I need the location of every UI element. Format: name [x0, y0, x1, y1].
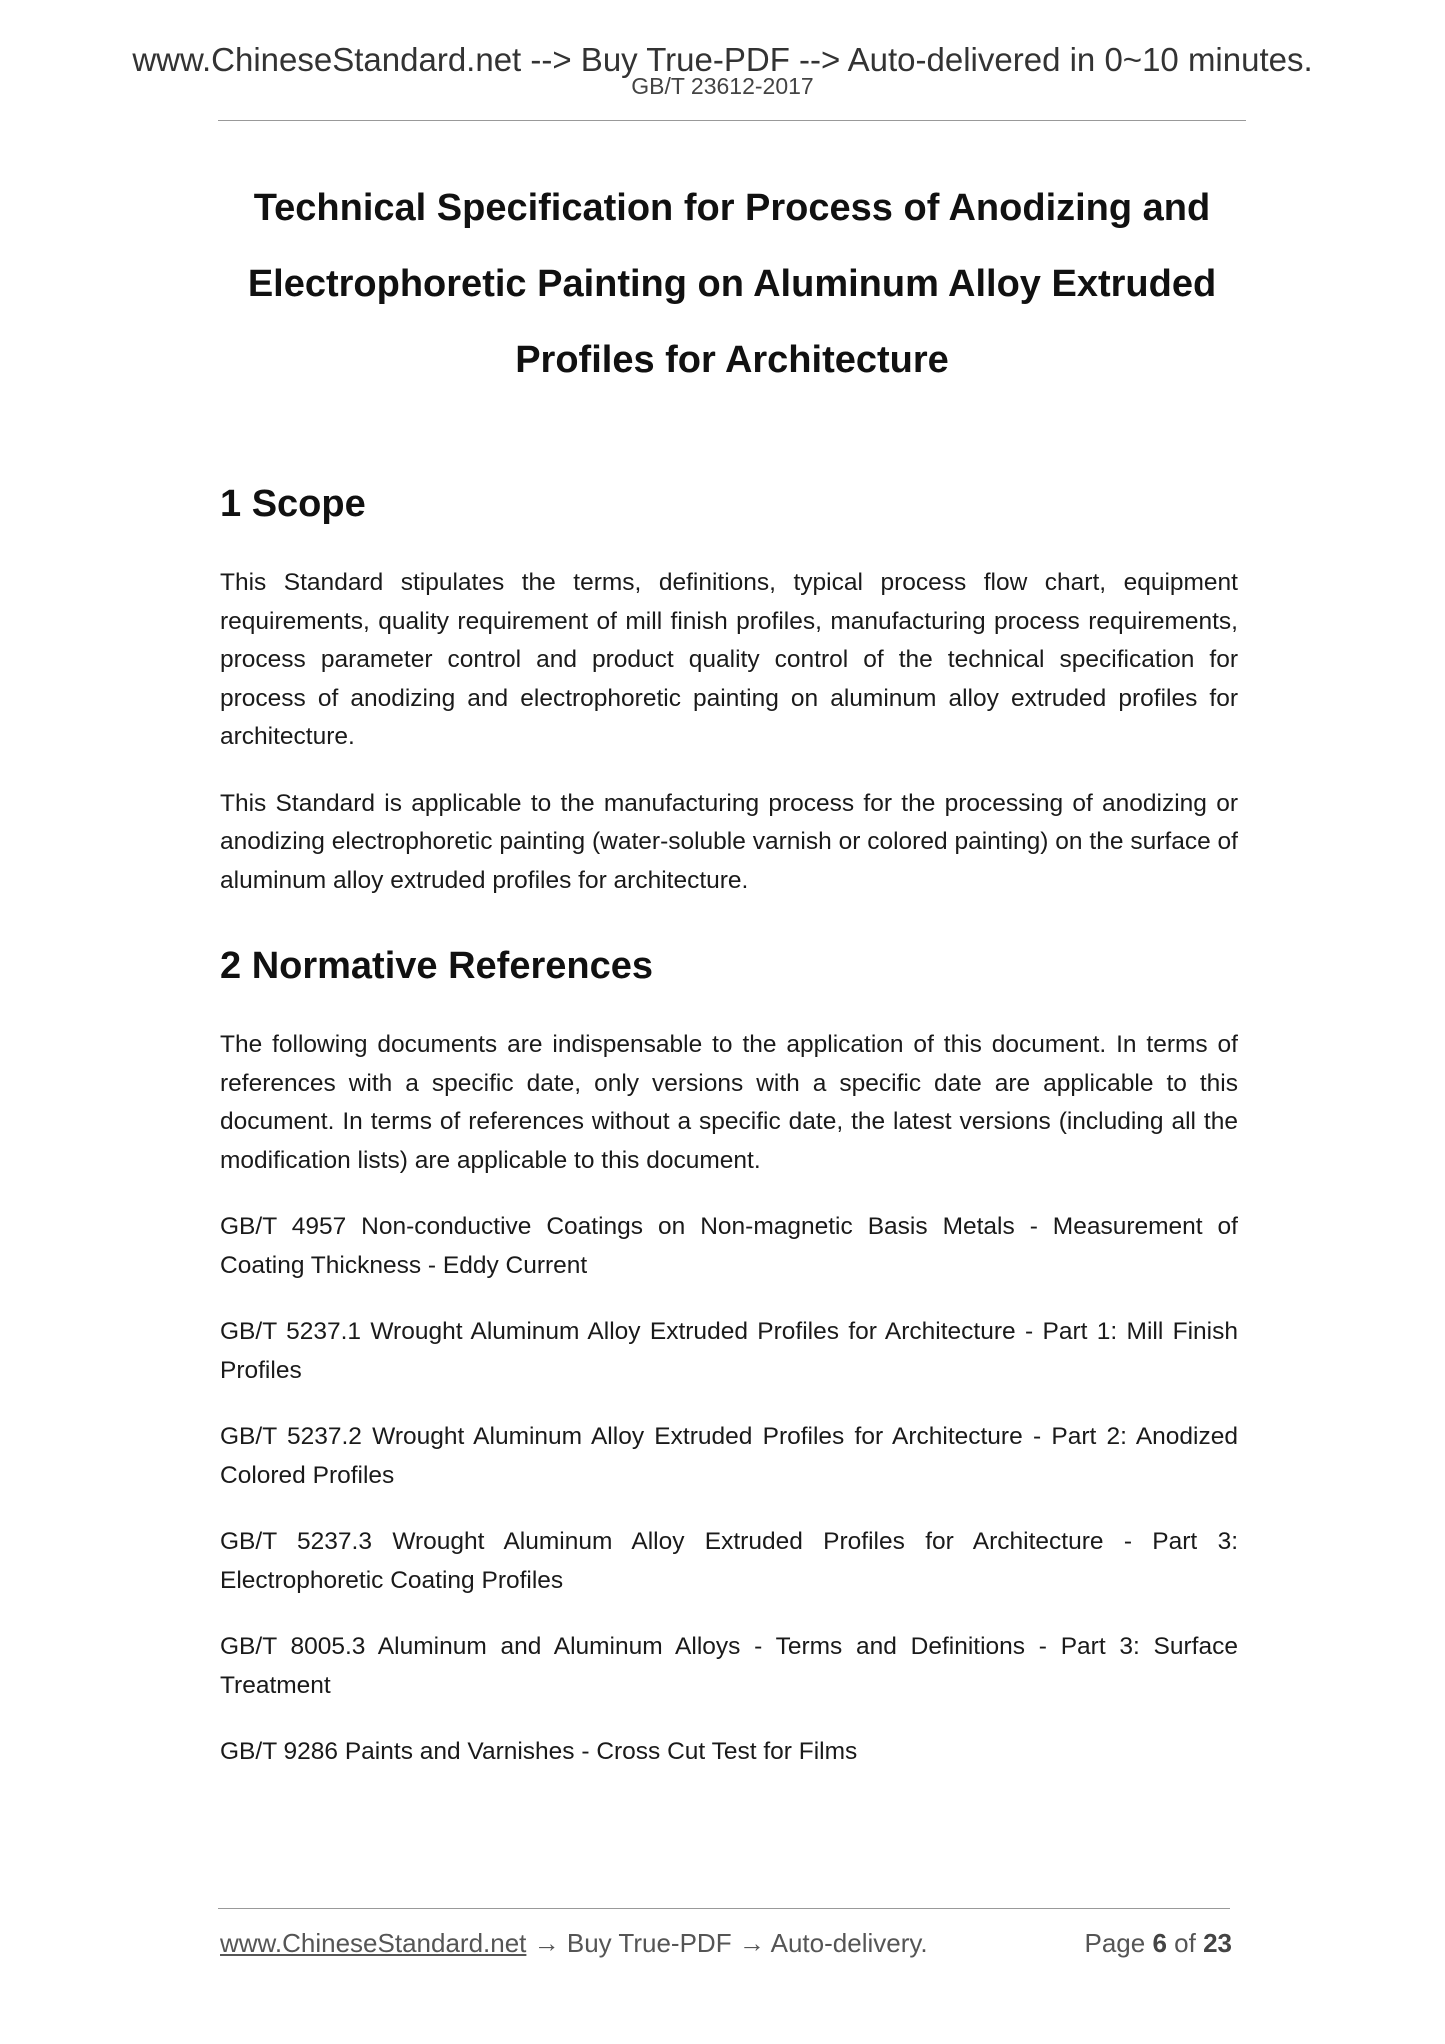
paragraph: This Standard is applicable to the manufacturing process for the processing of anodizing or anodizing electrophoretic painting (water-soluble varnish or colored painting) on the surface of aluminum alloy extruded profiles for architecture. — [220, 789, 1238, 894]
section-heading-normative-references: 2 Normative References — [220, 945, 653, 987]
reference-item: GB/T 4957 Non-conductive Coatings on Non-magnetic Basis Metals - Measurement of Coating Thickness - Eddy Current — [220, 1213, 1238, 1279]
reference-item: GB/T 5237.1 Wrought Aluminum Alloy Extruded Profiles for Architecture - Part 1: Mill Finish Profiles — [220, 1318, 1238, 1384]
reference-item: GB/T 5237.3 Wrought Aluminum Alloy Extruded Profiles for Architecture - Part 3: Electrophoretic Coating Profiles — [220, 1528, 1238, 1594]
document-title — [218, 170, 1246, 398]
footer-site-link[interactable]: www.ChineseStandard.net — [220, 1928, 527, 1958]
section-normative-references — [220, 942, 1238, 1772]
top-banner[interactable]: www.ChineseStandard.net --> Buy True-PDF --> Auto-delivered in 0~10 minutes. — [132, 41, 1313, 78]
paragraph: This Standard stipulates the terms, definitions, typical process flow chart, equipment requirements, quality requirement of mill finish profiles, manufacturing process requirements, process parameter control and product quality control of the technical specification for process of anodizing and electrophoretic painting on aluminum alloy extruded profiles for architecture. — [220, 569, 1238, 750]
footer-buy-text: Buy True-PDF — [566, 1928, 732, 1958]
title-line-3: Profiles for Architecture — [515, 339, 949, 381]
arrow-right-icon: → — [533, 1928, 560, 1958]
paragraph: The following documents are indispensable to the application of this document. In terms of references with a specific date, only versions with a specific date are applicable to this document. In terms of references without a specific date, the latest versions (including all the modification lists) are applicable to this document. — [220, 1031, 1238, 1174]
page-total: 23 — [1203, 1928, 1232, 1958]
page-number — [1084, 1925, 1232, 1961]
section-heading-scope: 1 Scope — [220, 483, 366, 525]
standard-code: GB/T 23612-2017 — [631, 73, 814, 99]
footer-left — [220, 1925, 928, 1961]
footer-delivery-text: Auto-delivery. — [770, 1928, 928, 1958]
page-current: 6 — [1152, 1928, 1167, 1958]
page-label: Page — [1084, 1928, 1146, 1958]
footer-divider — [218, 1908, 1230, 1909]
title-line-2: Electrophoretic Painting on Aluminum Alloy Extruded — [247, 263, 1217, 305]
page-of-label: of — [1174, 1928, 1196, 1958]
page-footer — [220, 1925, 1232, 1961]
section-scope — [220, 480, 1238, 900]
reference-item: GB/T 5237.2 Wrought Aluminum Alloy Extruded Profiles for Architecture - Part 2: Anodized Colored Profiles — [220, 1423, 1238, 1489]
document-body — [220, 480, 1238, 1800]
header-divider — [218, 120, 1246, 121]
reference-item: GB/T 9286 Paints and Varnishes - Cross Cut Test for Films — [220, 1738, 858, 1765]
title-line-1: Technical Specification for Process of Anodizing and — [253, 187, 1211, 229]
arrow-right-icon: → — [738, 1928, 765, 1958]
reference-item: GB/T 8005.3 Aluminum and Aluminum Alloys - Terms and Definitions - Part 3: Surface Treatment — [220, 1633, 1238, 1699]
